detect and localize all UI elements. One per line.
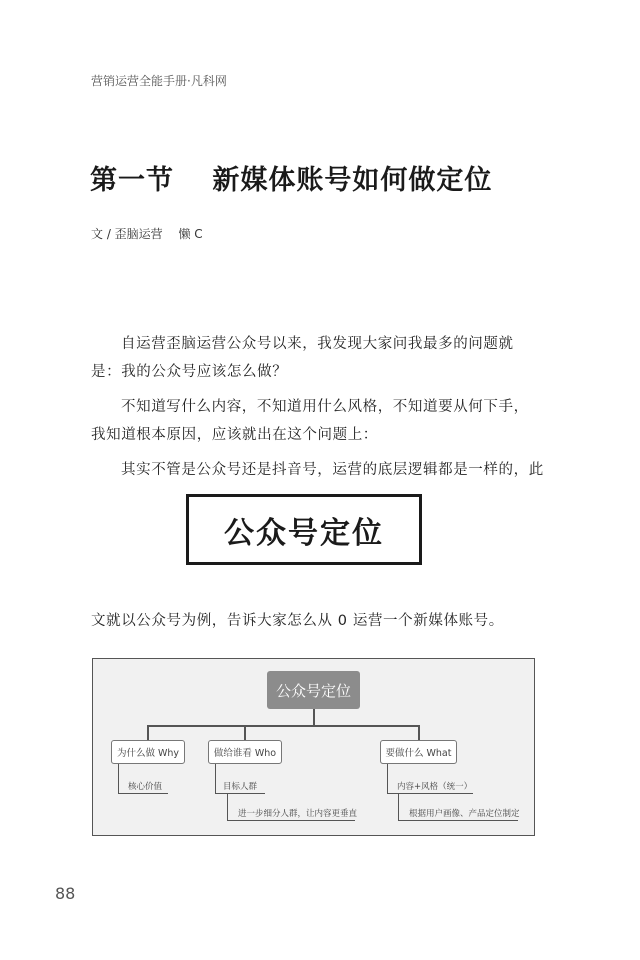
connector — [215, 764, 216, 794]
connector — [387, 764, 388, 794]
paragraph-2: 不知道写什么内容，不知道用什么风格，不知道要从何下手，我知道根本原因，应该就出在这个问题上： — [91, 399, 529, 443]
chapter-title: 第一节 新媒体账号如何做定位 — [90, 165, 493, 196]
callout-text: 公众号定位 — [224, 515, 384, 551]
running-head: 营销运营全能手册·凡科网 — [91, 74, 227, 88]
connector — [147, 725, 149, 740]
connector — [118, 793, 168, 794]
paragraph-1: 自运营歪脑运营公众号以来，我发现大家问我最多的问题就是：我的公众号应该怎么做？ — [91, 336, 514, 380]
diagram-node-who: 做给谁看 Who — [208, 740, 282, 764]
mind-map-diagram — [92, 658, 535, 836]
diagram-leaf: 内容+风格（统一） — [397, 782, 473, 792]
diagram-leaf: 目标人群 — [223, 782, 258, 792]
diagram-node-what: 要做什么 What — [380, 740, 457, 764]
diagram-node-why: 为什么做 Why — [111, 740, 185, 764]
paragraph-3: 其实不管是公众号还是抖音号，运营的底层逻辑都是一样的，此 — [121, 462, 544, 478]
connector — [244, 725, 246, 740]
connector — [387, 793, 473, 794]
connector — [398, 793, 399, 821]
connector — [313, 709, 315, 726]
connector — [418, 725, 420, 740]
connector — [147, 725, 419, 727]
connector — [227, 820, 355, 821]
connector — [215, 793, 265, 794]
byline: 文 / 歪脑运营 懒 C — [91, 227, 203, 241]
diagram-root-node: 公众号定位 — [267, 671, 360, 709]
callout-box — [186, 494, 422, 565]
connector — [118, 764, 119, 794]
diagram-leaf: 根据用户画像、产品定位制定 — [409, 809, 520, 819]
connector — [227, 793, 228, 821]
diagram-leaf: 核心价值 — [128, 782, 163, 792]
diagram-leaf: 进一步细分人群，让内容更垂直 — [238, 809, 358, 819]
page-number: 88 — [55, 884, 76, 903]
connector — [398, 820, 518, 821]
paragraph-4: 文就以公众号为例，告诉大家怎么从 0 运营一个新媒体账号。 — [91, 613, 504, 629]
